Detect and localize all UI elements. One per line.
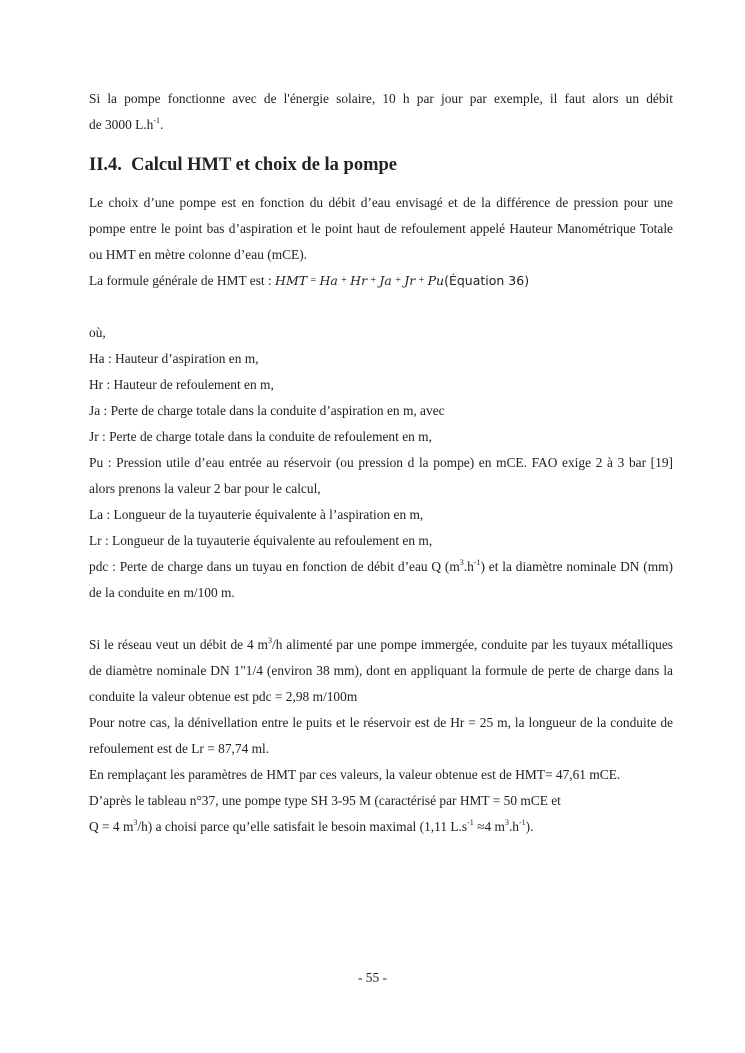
document-page (89, 86, 673, 840)
formula-lead: La formule générale de HMT est : (89, 273, 276, 288)
formula-equals: = (310, 275, 317, 286)
formula-term-hr: Hr (350, 273, 368, 288)
formula-term-pu: Pu (427, 273, 445, 288)
definition-ha: Ha : Hauteur d’aspiration en m, (89, 351, 259, 366)
definition-la: La : Longueur de la tuyauterie équivalente à l’aspiration en m, (89, 507, 424, 522)
intro-line-2 (89, 112, 673, 138)
choice-paragraph: Le choix d’une pompe est en fonction du débit d’eau envisagé et de la différence de pression pour une pompe entre le point bas d’aspiration et le point haut de refoulement appelé Hauteur Manométrique Totale ou HMT en mètre colonne d’eau (mCE). (89, 195, 673, 262)
formula-plus: + (395, 275, 401, 286)
section-number: II.4. (89, 155, 122, 175)
intro-rate-exponent: -1 (153, 116, 161, 125)
intro-period: . (160, 117, 164, 132)
intro-text: Si la pompe fonctionne avec de l'énergie solaire, 10 h par jour par exemple, il faut alors un débit (89, 91, 673, 106)
network-paragraph: Si le réseau veut un débit de 4 $m^3/h$ alimenté par une pompe immergée, conduite par les tuyaux métalliques de diamètre nominale DN 1"1/4 (environ 38 mm), dont en appliquant la formule de perte de charge dans la conduite la valeur obtenue est pdc = 2,98 m/100m (89, 636, 673, 704)
formula-line (89, 268, 673, 294)
definition-lr: Lr : Longueur de la tuyauterie équivalente au refoulement en m, (89, 533, 433, 548)
formula-plus: + (341, 275, 347, 286)
equation-label: (Équation 36) (444, 273, 530, 288)
definition-ja: Ja : Perte de charge totale dans la conduite d’aspiration en m, avec (89, 403, 445, 418)
conclusion-line: Q = 4 $m^3/h$) a choisi parce qu’elle satisfait le besoin maximal (1,11 $L.s^{-1} \approx 4$ $m^3.h^{-1}$). (89, 818, 534, 834)
definition-jr: Jr : Perte de charge totale dans la conduite de refoulement en m, (89, 429, 432, 444)
definition-pu: Pu : Pression utile d’eau entrée au réservoir (ou pression d la pompe) en mCE. FAO exige 2 à 3 bar [19] alors prenons la valeur 2 bar pour le calcul, (89, 455, 673, 496)
table-reference: D’après le tableau n°37, une pompe type SH 3-95 M (caractérisé par HMT = 50 mCE et (89, 793, 561, 808)
section-heading (89, 152, 673, 178)
spacer (89, 294, 673, 320)
definition-pdc: pdc : Perte de charge dans un tuyau en fonction de débit d’eau Q $(m^3.h^{-1})$ et la diamètre nominale DN (mm) de la conduite en m/100 m. (89, 558, 673, 600)
formula-term-jr: Jr (404, 273, 416, 288)
definition-hr: Hr : Hauteur de refoulement en m, (89, 377, 274, 392)
where-label: où, (89, 325, 106, 340)
section-title: Calcul HMT et choix de la pompe (131, 155, 398, 175)
formula-lhs: HMT (275, 273, 308, 288)
our-case-paragraph: Pour notre cas, la dénivellation entre le puits et le réservoir est de Hr = 25 m, la longueur de la conduite de refoulement est de Lr = 87,74 ml. (89, 715, 673, 756)
formula-term-ha: Ha (319, 273, 338, 288)
replacing-paragraph: En remplaçant les paramètres de HMT par ces valeurs, la valeur obtenue est de HMT= 47,61 mCE. (89, 767, 621, 782)
spacer (89, 606, 673, 632)
intro-line-1 (89, 86, 673, 112)
formula-plus: + (418, 275, 425, 286)
formula-term-ja: Ja (379, 273, 392, 288)
formula-plus: + (370, 275, 377, 286)
page-number: - 55 - (357, 970, 387, 985)
intro-rate: de 3000 L.h (89, 117, 154, 132)
